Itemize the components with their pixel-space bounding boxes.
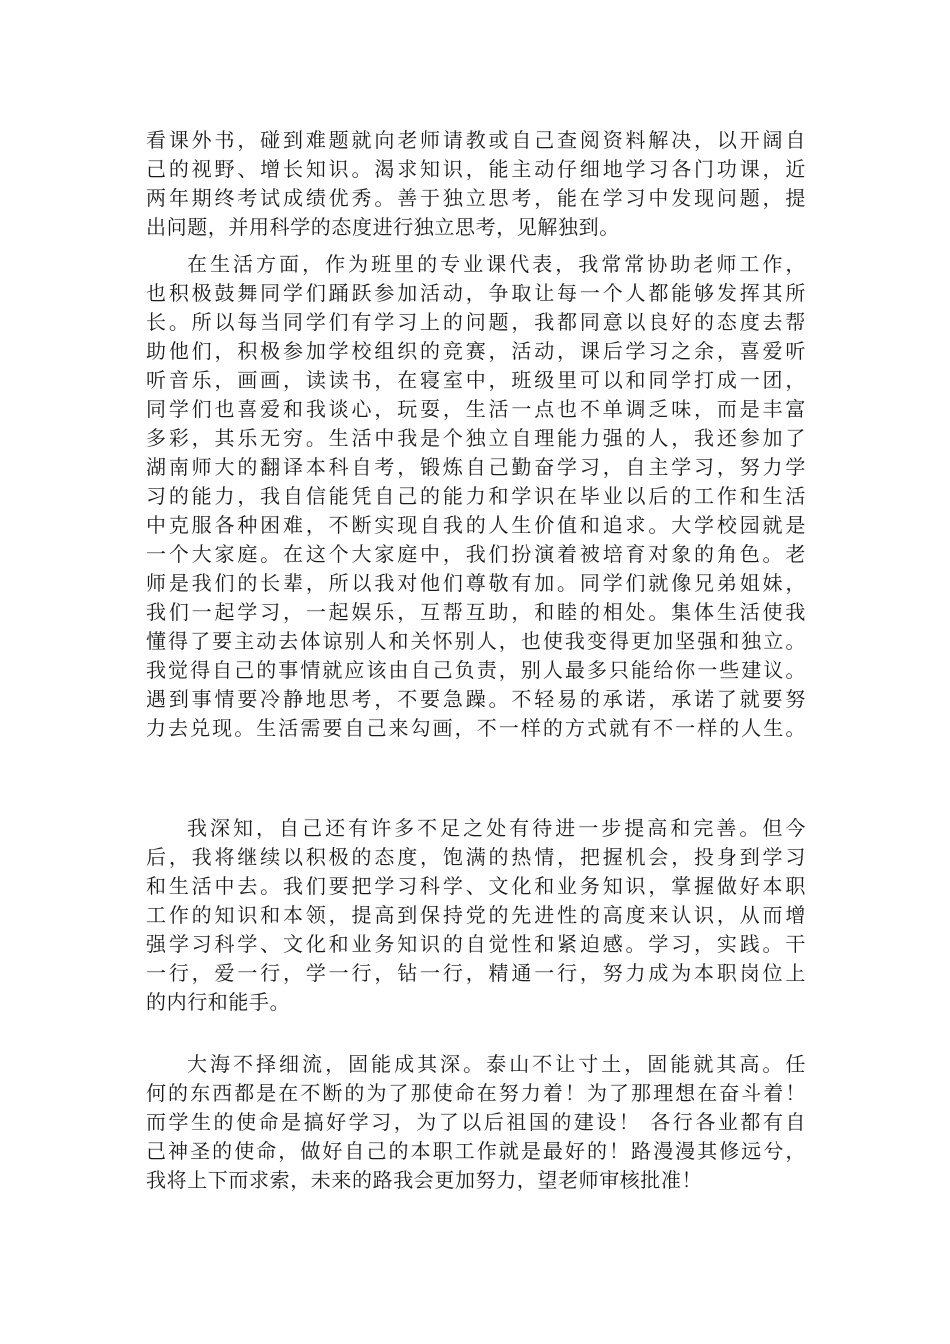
- text-line: 一行，爱一行，学一行，钻一行，精通一行，努力成为本职岗位上: [146, 961, 806, 985]
- text-line: 多彩，其乐无穷。生活中我是个独立自理能力强的人，我还参加了: [146, 426, 806, 450]
- text-line: 湖南师大的翻译本科自考，锻炼自己勤奋学习，自主学习，努力学: [146, 455, 806, 479]
- text-line: 己的视野、增长知识。渴求知识，能主动仔细地学习各门功课，近: [146, 157, 806, 181]
- text-line: 后，我将继续以积极的态度，饱满的热情，把握机会，投身到学习: [146, 845, 806, 869]
- text-line: 遇到事情要冷静地思考，不要急躁。不轻易的承诺，承诺了就要努: [146, 687, 806, 711]
- text-line: 工作的知识和本领，提高到保持党的先进性的高度来认识，从而增: [146, 903, 806, 927]
- text-line: 长。所以每当同学们有学习上的问题，我都同意以良好的态度去帮: [146, 310, 806, 334]
- text-line: 的内行和能手。: [146, 990, 291, 1014]
- text-line: 在生活方面，作为班里的专业课代表，我常常协助老师工作，: [187, 252, 806, 276]
- text-line: 听音乐，画画，读读书，在寝室中，班级里可以和同学打成一团，: [146, 368, 806, 392]
- text-line: 力去兑现。生活需要自己来勾画，不一样的方式就有不一样的人生。: [146, 716, 806, 740]
- text-line: 强学习科学、文化和业务知识的自觉性和紧迫感。学习，实践。干: [146, 932, 806, 956]
- text-line: 己神圣的使命，做好自己的本职工作就是最好的！路漫漫其修远兮，: [146, 1139, 806, 1163]
- text-line: 也积极鼓舞同学们踊跃参加活动，争取让每一个人都能够发挥其所: [146, 281, 806, 305]
- text-line: 助他们，积极参加学校组织的竞赛，活动，课后学习之余，喜爱听: [146, 339, 806, 363]
- text-line: 我们一起学习，一起娱乐，互帮互助，和睦的相处。集体生活使我: [146, 600, 806, 624]
- text-line: 出问题，并用科学的态度进行独立思考，见解独到。: [146, 215, 620, 239]
- text-line: 同学们也喜爱和我谈心，玩耍，生活一点也不单调乏味，而是丰富: [146, 397, 806, 421]
- text-line: 我将上下而求索，未来的路我会更加努力，望老师审核批准！: [146, 1168, 703, 1192]
- text-line: 习的能力，我自信能凭自己的能力和学识在毕业以后的工作和生活: [146, 484, 806, 508]
- text-line: 何的东西都是在不断的为了那使命在努力着！为了那理想在奋斗着！: [146, 1081, 806, 1105]
- text-line: 我觉得自己的事情就应该由自己负责，别人最多只能给你一些建议。: [146, 658, 806, 682]
- text-line: 看课外书，碰到难题就向老师请教或自己查阅资料解决，以开阔自: [146, 128, 806, 152]
- text-line: 而学生的使命是搞好学习，为了以后祖国的建设！ 各行各业都有自: [146, 1110, 806, 1134]
- text-line: 懂得了要主动去体谅别人和关怀别人，也使我变得更加坚强和独立。: [146, 629, 806, 653]
- text-line: 师是我们的长辈，所以我对他们尊敬有加。同学们就像兄弟姐妹，: [146, 571, 806, 595]
- text-line: 两年期终考试成绩优秀。善于独立思考，能在学习中发现问题，提: [146, 186, 806, 210]
- text-line: 和生活中去。我们要把学习科学、文化和业务知识，掌握做好本职: [146, 874, 806, 898]
- text-line: 我深知，自己还有许多不足之处有待进一步提高和完善。但今: [187, 816, 806, 840]
- text-line: 中克服各种困难，不断实现自我的人生价值和追求。大学校园就是: [146, 513, 806, 537]
- text-line: 大海不择细流，固能成其深。泰山不让寸土，固能就其高。任: [187, 1052, 806, 1076]
- text-line: 一个大家庭。在这个大家庭中，我们扮演着被培育对象的角色。老: [146, 542, 806, 566]
